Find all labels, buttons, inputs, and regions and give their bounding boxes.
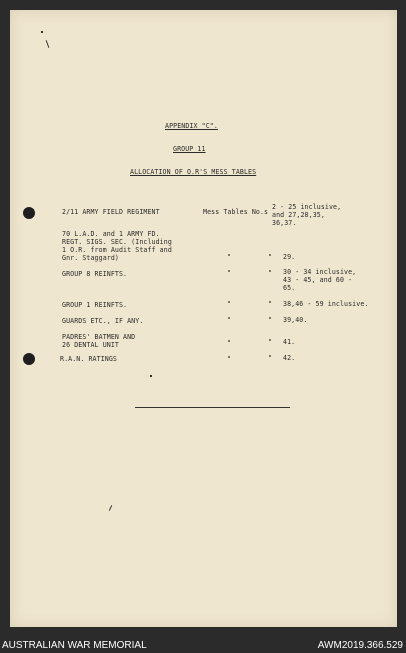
tables-prefix: Mess Tables No.s <box>203 208 269 216</box>
punch-hole-top <box>23 207 35 219</box>
unit-name: 70 L.A.D. and 1 ARMY FD. REGT. SIGS. SEC. (Including 1 O.R. from Audit Staff and Gnr. Staggard) <box>62 230 172 262</box>
unit-name: GROUP 1 REINFTS. <box>62 301 128 309</box>
ditto-mark: " <box>227 355 232 363</box>
footer-institution: AUSTRALIAN WAR MEMORIAL <box>2 640 147 651</box>
ditto-mark: " <box>227 339 232 347</box>
unit-name: GUARDS ETC., IF ANY. <box>62 317 144 325</box>
ditto-mark: " <box>227 316 232 324</box>
table-numbers: 39,40. <box>283 316 308 324</box>
table-numbers: 2 - 25 inclusive, and 27,28,35, 36,37. <box>272 203 342 227</box>
ditto-mark: " <box>268 269 273 277</box>
ditto-mark: " <box>268 253 273 261</box>
table-numbers: 38,46 - 59 inclusive. <box>283 300 369 308</box>
ditto-mark: " <box>227 253 232 261</box>
table-numbers: 42. <box>283 354 296 362</box>
document-title: APPENDIX "C". <box>165 122 218 130</box>
table-numbers: 29. <box>283 253 296 261</box>
punch-hole-bottom <box>23 353 35 365</box>
ditto-mark: " <box>268 354 273 362</box>
table-numbers: 41. <box>283 338 296 346</box>
ditto-mark: " <box>227 269 232 277</box>
unit-name: PADRES' BATMEN AND 26 DENTAL UNIT <box>62 333 136 349</box>
ditto-mark: " <box>227 300 232 308</box>
ink-mark <box>41 31 43 33</box>
ditto-mark: " <box>268 316 273 324</box>
group-heading: GROUP 11 <box>173 145 206 153</box>
unit-name: GROUP 8 REINFTS. <box>62 270 128 278</box>
footer-accession-number: AWM2019.366.529 <box>317 640 403 651</box>
unit-name: R.A.N. RATINGS <box>60 355 117 363</box>
ink-mark <box>150 375 152 377</box>
closing-rule <box>135 407 290 408</box>
table-numbers: 30 - 34 inclusive, 43 - 45, and 60 - 65. <box>283 268 357 292</box>
allocation-heading: ALLOCATION OF O.R'S MESS TABLES <box>130 168 257 176</box>
ditto-mark: " <box>268 300 273 308</box>
ditto-mark: " <box>268 338 273 346</box>
unit-name: 2/11 ARMY FIELD REGIMENT <box>62 208 160 216</box>
